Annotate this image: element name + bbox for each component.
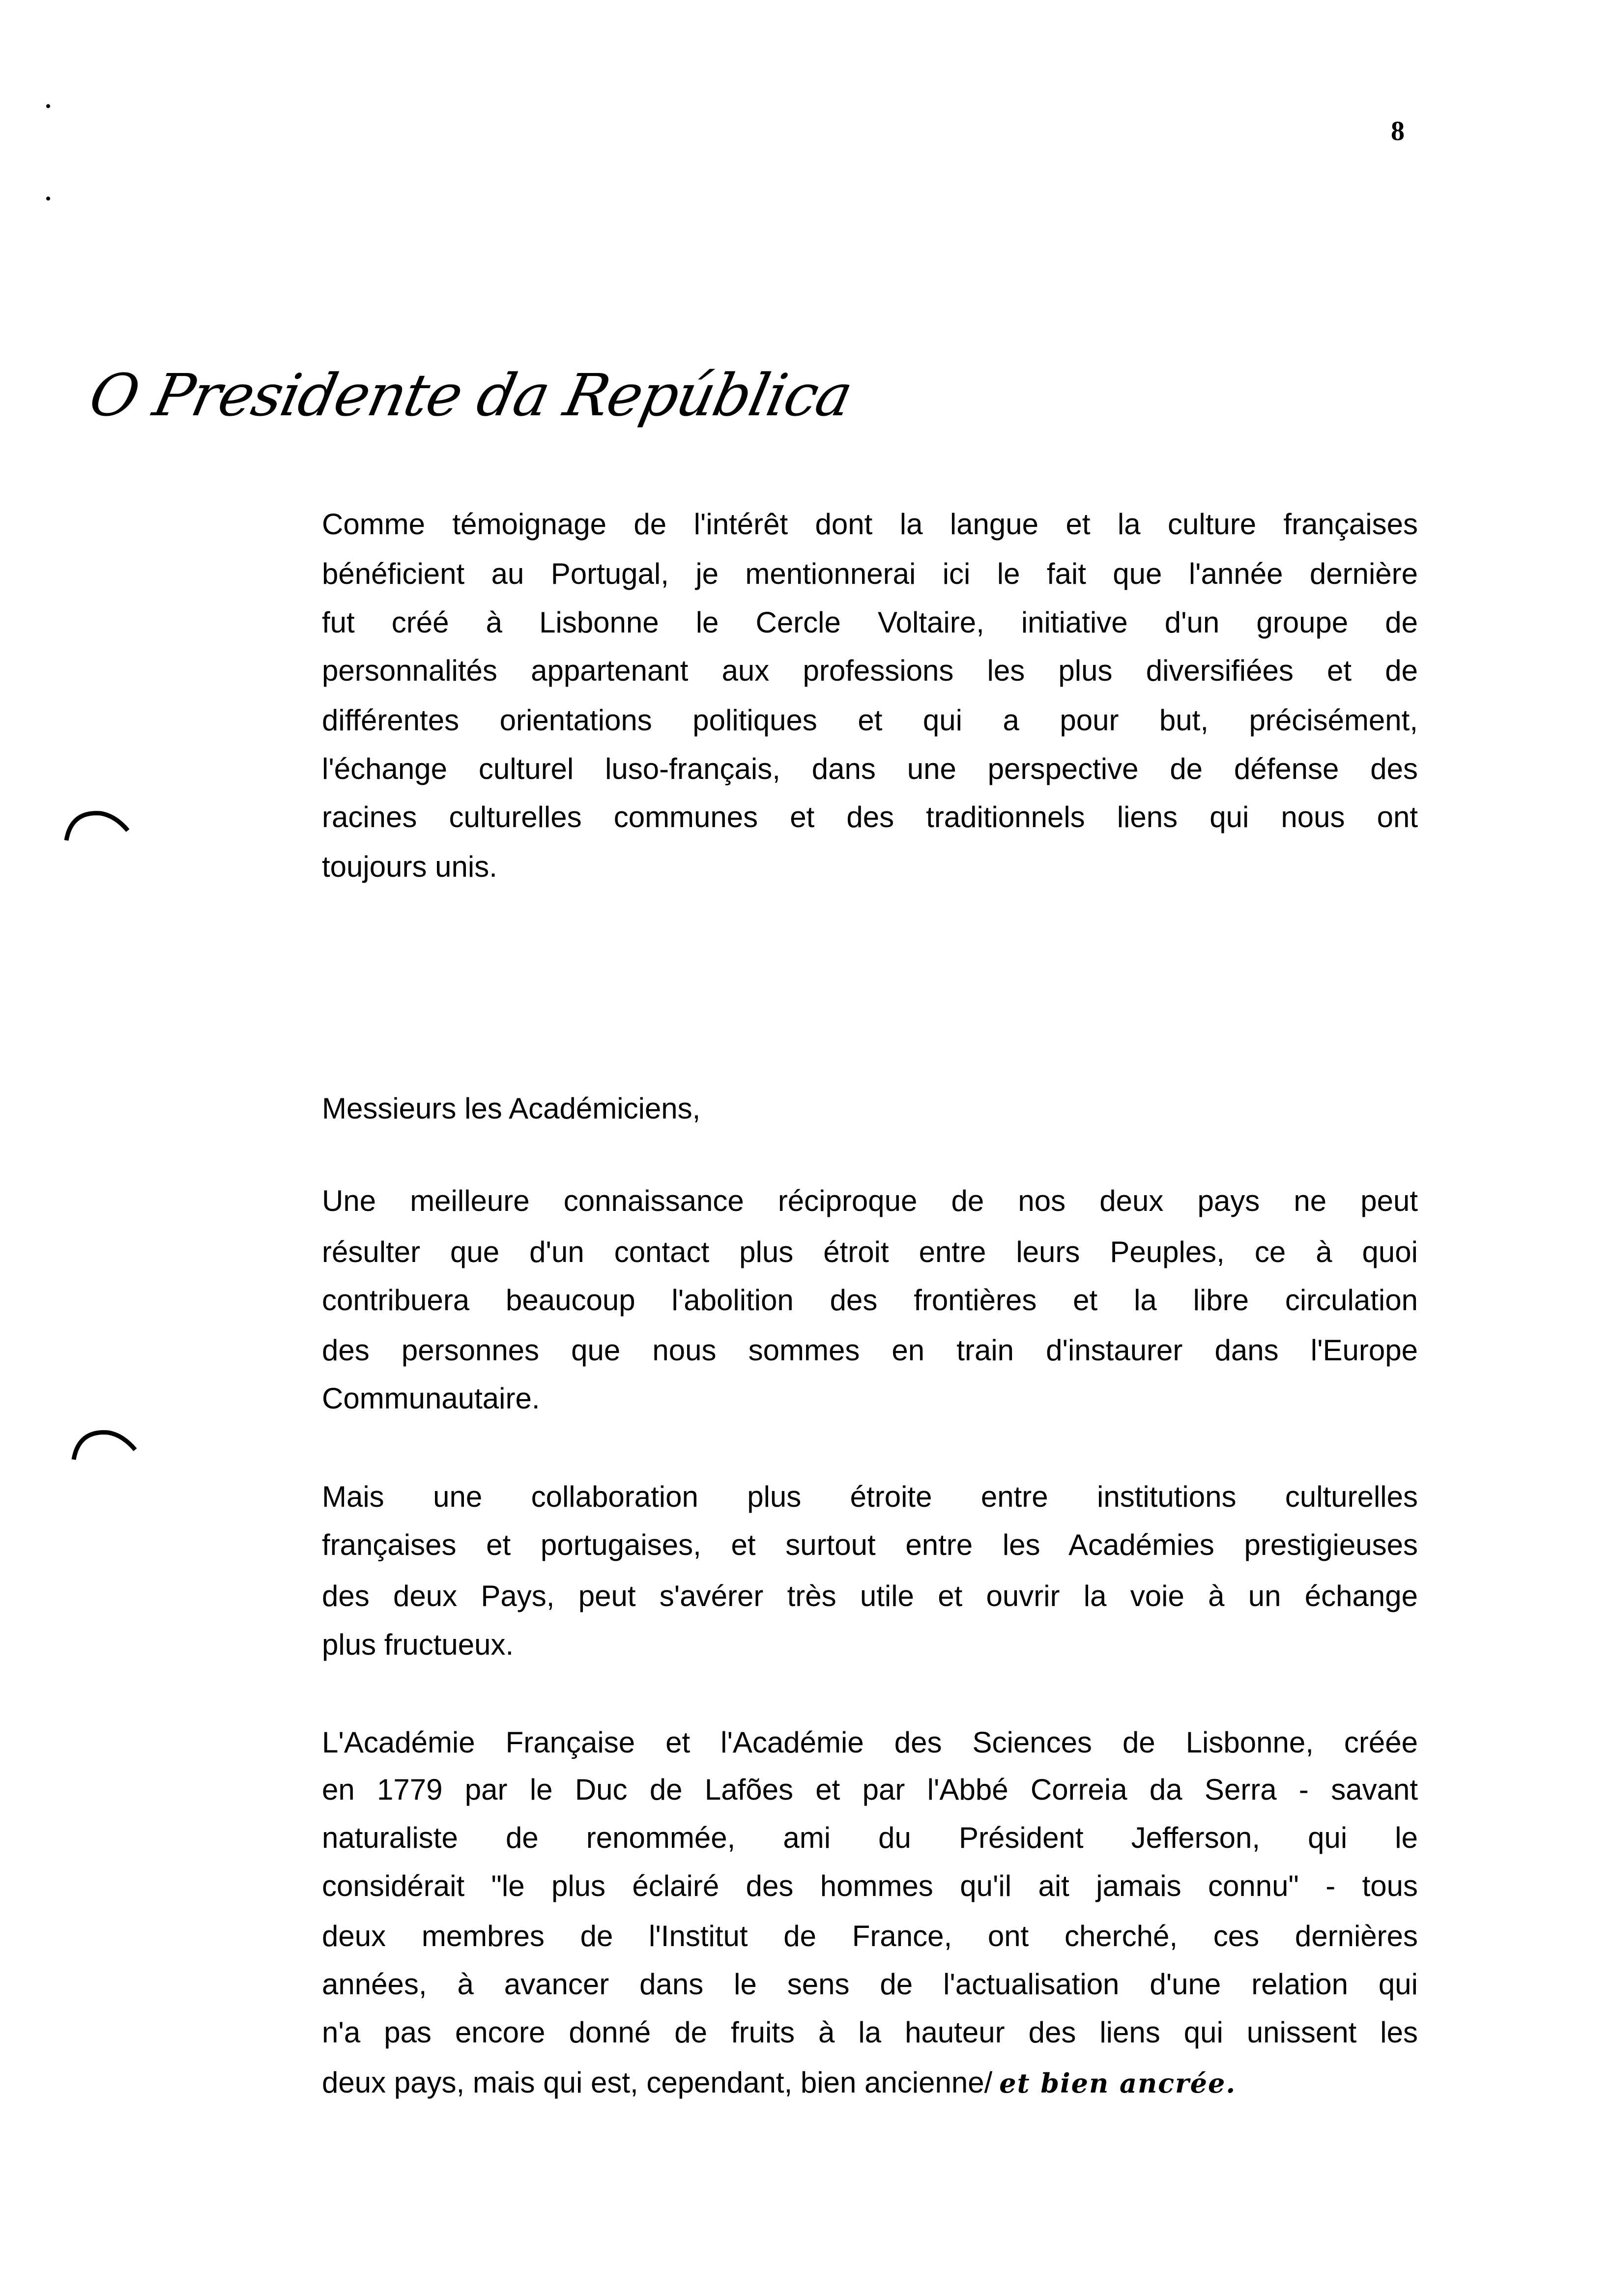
text-line-content: naturaliste de renommée, ami du Président Jefferson, qui le — [322, 1821, 1418, 1854]
text-line — [322, 701, 1418, 740]
text-line-content: L'Académie Française et l'Académie des Sciences de Lisbonne, créée — [322, 1726, 1418, 1759]
text-line — [322, 1089, 1418, 1128]
text-line — [322, 1379, 1418, 1418]
text-line — [322, 1477, 1418, 1517]
text-line — [322, 1331, 1418, 1370]
text-line — [322, 603, 1418, 642]
text-line — [322, 2013, 1418, 2052]
text-line — [322, 1625, 1418, 1665]
text-line — [322, 554, 1418, 594]
text-line-content: considérait "le plus éclairé des hommes qu'il ait jamais connu" - tous — [322, 1869, 1418, 1902]
text-line-content: plus fructueux. — [322, 1628, 514, 1661]
text-line — [322, 1818, 1418, 1858]
text-line-content: Messieurs les Académiciens, — [322, 1092, 701, 1125]
text-line-content: personnalités appartenant aux professions les plus diversifiées et de — [322, 654, 1418, 687]
text-line — [322, 1965, 1418, 2004]
text-line — [322, 749, 1418, 789]
text-line — [322, 2063, 1418, 2103]
text-line — [322, 798, 1418, 837]
text-line-content: Une meilleure connaissance réciproque de nos deux pays ne peut — [322, 1184, 1418, 1217]
text-line-content: différentes orientations politiques et qui a pour but, précisément, — [322, 704, 1418, 737]
text-line — [322, 1866, 1418, 1906]
text-line-content: Communautaire. — [322, 1382, 540, 1415]
text-line — [322, 1917, 1418, 1956]
text-line-content: françaises et portugaises, et surtout entre les Académies prestigieuses — [322, 1528, 1418, 1561]
text-line-content: bénéficient au Portugal, je mentionnerai ici le fait que l'année dernière — [322, 557, 1418, 590]
letterhead: O Presidente da República — [84, 361, 858, 429]
margin-bracket-icon — [61, 806, 135, 845]
page-number: 8 — [1391, 116, 1405, 146]
text-line-content: n'a pas encore donné de fruits à la hauteur des liens qui unissent les — [322, 2016, 1418, 2049]
handwritten-annotation: et bien ancrée. — [999, 2067, 1237, 2099]
text-line — [322, 1577, 1418, 1616]
text-line — [322, 1233, 1418, 1272]
text-line — [322, 505, 1418, 544]
margin-bracket-icon — [69, 1425, 143, 1464]
text-line-content: deux pays, mais qui est, cependant, bien ancienne/ — [322, 2066, 993, 2099]
text-line-content: l'échange culturel luso-français, dans une perspective de défense des — [322, 752, 1418, 785]
text-line-content: en 1779 par le Duc de Lafões et par l'Abbé Correia da Serra - savant — [322, 1773, 1418, 1806]
text-line — [322, 1770, 1418, 1809]
text-line-content: toujours unis. — [322, 850, 497, 883]
margin-dot — [46, 197, 50, 201]
margin-dot — [46, 104, 50, 108]
text-line — [322, 1181, 1418, 1221]
text-line — [322, 1525, 1418, 1565]
text-line — [322, 847, 1418, 887]
text-line-content: résulter que d'un contact plus étroit entre leurs Peuples, ce à quoi — [322, 1235, 1418, 1268]
text-line-content: fut créé à Lisbonne le Cercle Voltaire, initiative d'un groupe de — [322, 606, 1418, 639]
text-line-content: années, à avancer dans le sens de l'actualisation d'une relation qui — [322, 1968, 1418, 2001]
text-line-content: des personnes que nous sommes en train d'instaurer dans l'Europe — [322, 1334, 1418, 1367]
text-line-content: Mais une collaboration plus étroite entre institutions culturelles — [322, 1480, 1418, 1513]
text-line-content: Comme témoignage de l'intérêt dont la langue et la culture françaises — [322, 508, 1418, 541]
text-line-content: deux membres de l'Institut de France, ont cherché, ces dernières — [322, 1920, 1418, 1952]
text-line — [322, 1723, 1418, 1762]
text-line-content: contribuera beaucoup l'abolition des frontières et la libre circulation — [322, 1284, 1418, 1317]
text-line — [322, 651, 1418, 690]
text-line — [322, 1281, 1418, 1320]
text-line-content: des deux Pays, peut s'avérer très utile et ouvrir la voie à un échange — [322, 1579, 1418, 1612]
text-line-content: racines culturelles communes et des traditionnels liens qui nous ont — [322, 801, 1418, 833]
